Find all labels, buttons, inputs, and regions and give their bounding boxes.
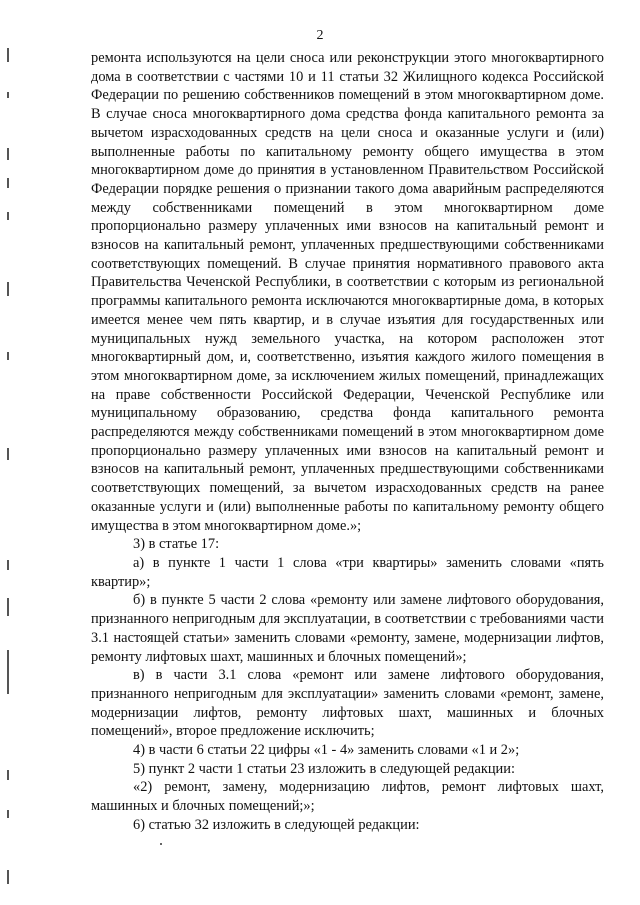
paragraph-item-3b: б) в пункте 5 части 2 слова «ремонту или замене лифтового оборудования, признанного непригодным для эксплуатации, в соответствии с требованиями части 3.1 настоящей статьи» заменить словами «ремонту, замене, модернизации лифтов, ремонту лифтовых шахт, машинных и блочных помещений»; (91, 592, 604, 665)
page-number: 2 (316, 28, 324, 43)
paragraph-item-3: 3) в статье 17: (133, 536, 220, 553)
paragraph-item-6: 6) статью 32 изложить в следующей редакции: (133, 816, 420, 833)
paragraph-quoted-amendment: «2) ремонт, замену, модернизацию лифтов, ремонт лифтовых шахт, машинных и блочных помещений;»; (91, 779, 604, 815)
paragraph-item-4: 4) в части 6 статьи 22 цифры «1 - 4» заменить словами «1 и 2»; (133, 742, 520, 759)
document-body (91, 49, 604, 835)
paragraph-item-3a: а) в пункте 1 части 1 слова «три квартиры» заменить словами «пять квартир»; (91, 554, 604, 590)
scan-speck (160, 843, 162, 845)
paragraph-item-5: 5) пункт 2 части 1 статьи 23 изложить в следующей редакции: (133, 760, 515, 777)
paragraph-item-3v: в) в части 3.1 слова «ремонт или замене лифтового оборудования, признанного непригодным для эксплуатации» заменить словами «ремонт, замене, модернизации лифтов, ремонту лифтовых шахт, машинных и блочных помещений», второе предложение исключить; (91, 667, 604, 740)
paragraph-continuation: ремонта используются на цели сноса или реконструкции этого многоквартирного дома в соответствии с частями 10 и 11 статьи 32 Жилищного кодекса Российской Федерации по решению собственников помещений в этом многоквартирном доме. В случае сноса многоквартирного дома средства фонда капитального ремонта за вычетом израсходованных средств на цели сноса и оказанные услуги и (или) выполненные работы по капитальному ремонту общего имущества в этом многоквартирном доме до принятия в установленном Правительством Российской Федерации порядке решения о признании такого дома аварийным распределяются между собственниками помещений в этом многоквартирном доме пропорционально размеру уплаченных ими взносов на капитальный ремонт и взносов на капитальный ремонт, уплаченных предшествующими собственниками соответствующих помещений. В случае принятия нормативного правового акта Правительства Чеченской Республики, в соответствии с которым из региональной программы капитального ремонта исключаются многоквартирные дома, в которых имеется менее чем пять квартир, и в случае изъятия для государственных или муниципальных нужд земельного участка, на котором расположен этот многоквартирный дом, и, соответственно, изъятия каждого жилого помещения в этом многоквартирном доме, за исключением жилых помещений, принадлежащих на праве собственности Российской Федерации, Чеченской Республике или муниципальному образованию, средства фонда капитального ремонта распределяются между собственниками помещений в этом многоквартирном доме пропорционально размеру уплаченных ими взносов на капитальный ремонт и взносов на капитальный ремонт, уплаченных предшествующими собственниками соответствующих помещений, за вычетом израсходованных средств на ранее оказанные услуги и (или) выполненные работы по капитальному ремонту общего имущества в этом многоквартирном доме.»; (91, 50, 604, 534)
scan-edge-marks (0, 0, 14, 905)
